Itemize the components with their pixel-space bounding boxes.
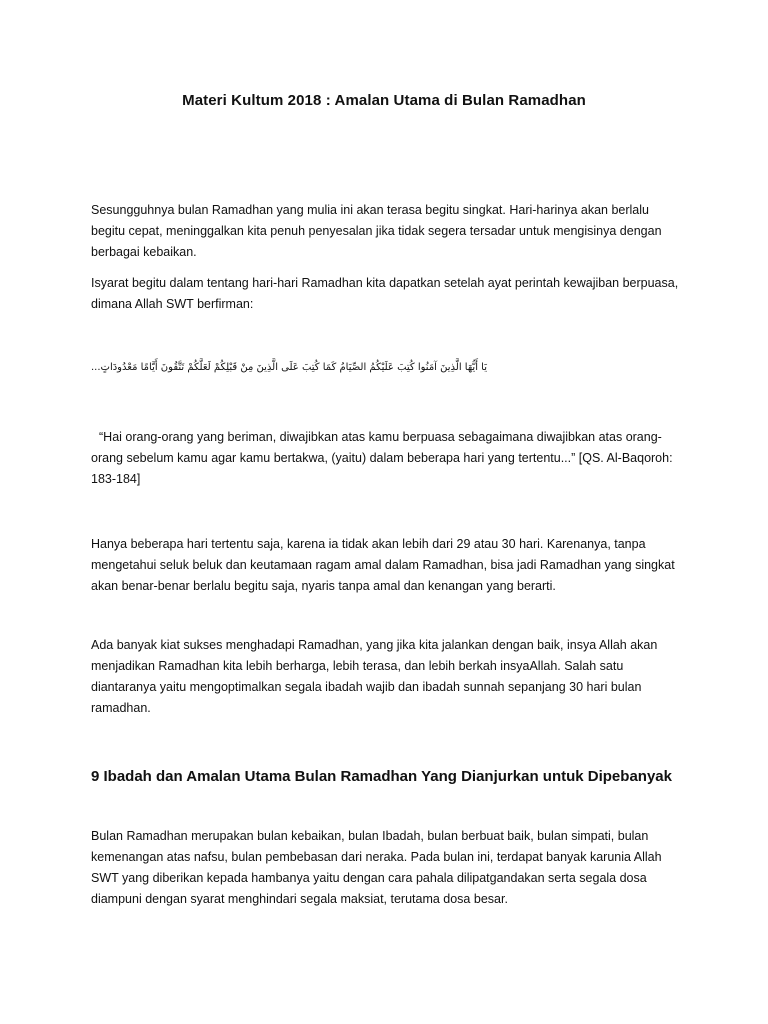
quote-text: “Hai orang-orang yang beriman, diwajibkan atas kamu berpuasa sebagaimana diwajibkan atas orang-orang sebelum kamu agar kamu bertakwa, (yaitu) dalam beberapa hari yang tertentu...” [QS. Al-Baqoroh: 183-184] <box>91 430 673 486</box>
paragraph-bulan-ramadhan: Bulan Ramadhan merupakan bulan kebaikan, bulan Ibadah, bulan berbuat baik, bulan simpati, bulan kemenangan atas nafsu, bulan pembebasan dari neraka. Pada bulan ini, terdapat banyak karunia Allah SWT yang diberikan kepada hambanya yaitu dengan cara pahala dilipatgandakan serta segala dosa diampuni dengan syarat menghindari segala maksiat, terutama dosa besar. <box>91 829 662 906</box>
paragraph-isyarat: Isyarat begitu dalam tentang hari-hari Ramadhan kita dapatkan setelah ayat perintah kewajiban berpuasa, dimana Allah SWT berfirman: <box>91 276 679 311</box>
document-title: Materi Kultum 2018 : Amalan Utama di Bulan Ramadhan <box>182 92 586 109</box>
verse-translation-quote <box>91 427 681 490</box>
paragraph-kiat: Ada banyak kiat sukses menghadapi Ramadhan, yang jika kita jalankan dengan baik, insya Allah akan menjadikan Ramadhan kita lebih berharga, lebih terasa, dan lebih berkah insyaAllah. Salah satu diantaranya yaitu mengoptimalkan segala ibadah wajib dan ibadah sunnah sepanjang 30 hari bulan ramadhan. <box>91 638 658 715</box>
paragraph-hanya: Hanya beberapa hari tertentu saja, karena ia tidak akan lebih dari 29 atau 30 hari. Karenanya, tanpa mengetahui seluk beluk dan keutamaan ragam amal dalam Ramadhan, bisa jadi Ramadhan yang singkat akan benar-benar berlalu begitu saja, nyaris tanpa amal dan kenangan yang berarti. <box>91 537 675 593</box>
arabic-verse: يَا أَيُّهَا الَّذِينَ آمَنُوا كُتِبَ عَلَيْكُمُ الصِّيَامُ كَمَا كُتِبَ عَلَى الَّذِينَ مِنْ قَبْلِكُمْ لَعَلَّكُمْ تَتَّقُونَ أَيَّامًا مَعْدُودَاتٍ... <box>91 362 488 373</box>
paragraph-intro: Sesungguhnya bulan Ramadhan yang mulia ini akan terasa begitu singkat. Hari-harinya akan berlalu begitu cepat, meninggalkan kita penuh penyesalan jika tidak segera tersadar untuk mengisinya dengan berbagai kebaikan. <box>91 203 662 259</box>
section-heading: 9 Ibadah dan Amalan Utama Bulan Ramadhan Yang Dianjurkan untuk Dipebanyak <box>91 768 672 785</box>
